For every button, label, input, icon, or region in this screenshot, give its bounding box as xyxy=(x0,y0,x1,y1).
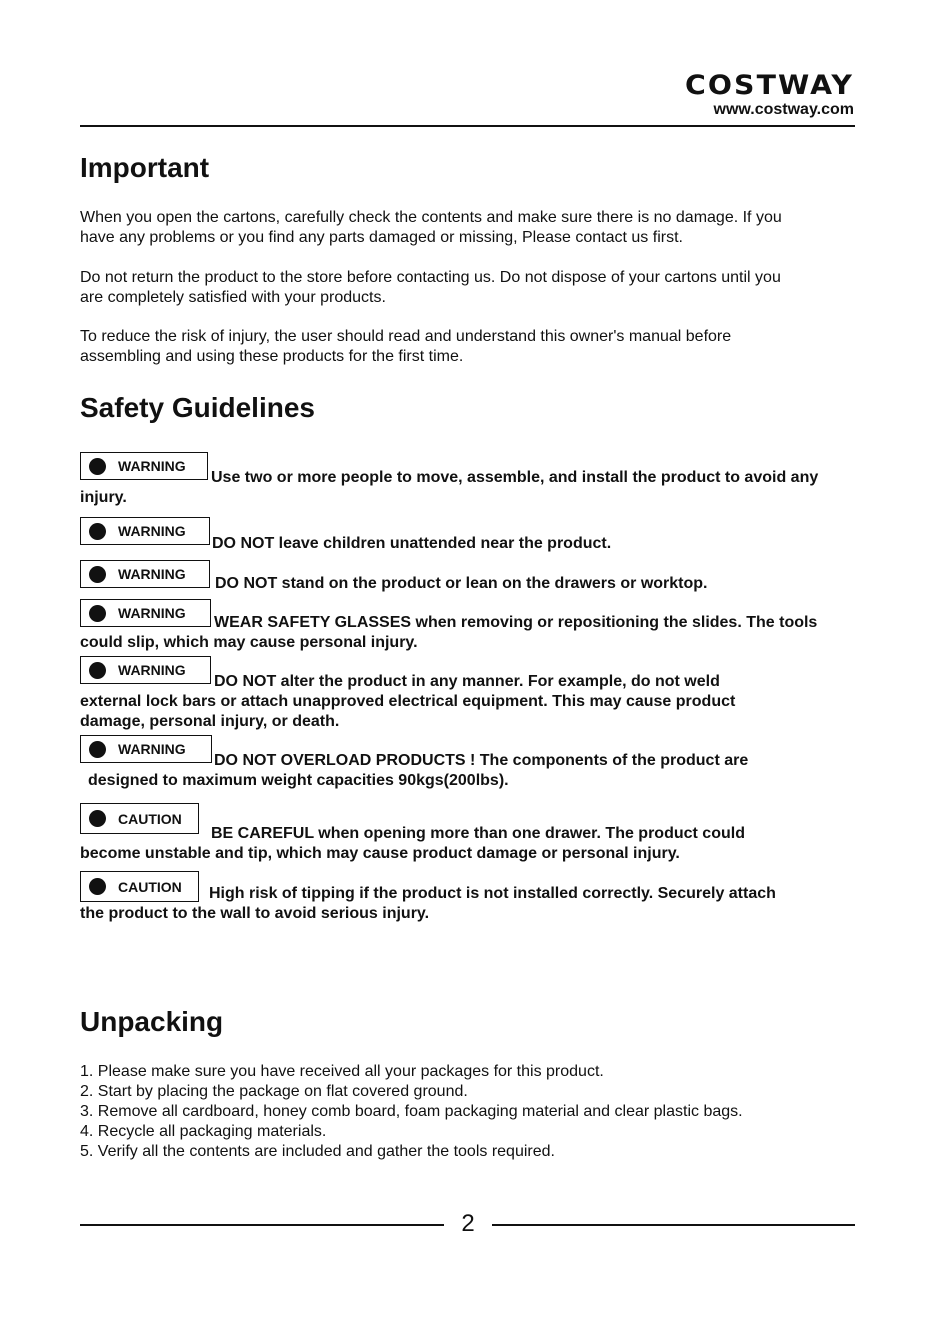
unpacking-heading: Unpacking xyxy=(80,1006,224,1037)
brand-url: www.costway.com xyxy=(713,101,854,118)
safety-item-text: High risk of tipping if the product is not installed correctly. Securely attach the product to the wall to avoid serious injury. xyxy=(80,885,776,922)
list-item: 5. Verify all the contents are included and gather the tools required. xyxy=(80,1143,555,1160)
important-paragraph-1: When you open the cartons, carefully check the contents and make sure there is no damage. If you have any problems or you find any parts damaged or missing, Please contact us first. xyxy=(80,209,782,246)
safety-item-text: DO NOT alter the product in any manner. For example, do not weld external lock bars or attach unapproved electrical equipment. This may cause product damage, personal injury, or death. xyxy=(80,673,736,730)
list-item: 1. Please make sure you have received all your packages for this product. xyxy=(80,1063,604,1080)
brand-header xyxy=(684,70,854,119)
list-item: 3. Remove all cardboard, honey comb board, foam packaging material and clear plastic bags. xyxy=(80,1103,743,1120)
badge-label: WARNING xyxy=(118,662,186,678)
page-number: 2 xyxy=(461,1210,475,1237)
list-item: 4. Recycle all packaging materials. xyxy=(80,1123,327,1140)
badge-label: WARNING xyxy=(118,523,186,539)
safety-item-text: DO NOT leave children unattended near the product. xyxy=(212,535,612,552)
safety-heading: Safety Guidelines xyxy=(80,392,315,423)
badge-label: CAUTION xyxy=(118,878,182,895)
unpacking-steps xyxy=(80,1062,743,1162)
badge-label: WARNING xyxy=(118,458,186,474)
list-item: 2. Start by placing the package on flat covered ground. xyxy=(80,1083,468,1100)
safety-item-text: DO NOT stand on the product or lean on the drawers or worktop. xyxy=(215,575,708,592)
footer-rule-left xyxy=(80,1224,444,1226)
safety-item-text: DO NOT OVERLOAD PRODUCTS ! The components of the product are designed to maximum weight capacities 90kgs(200lbs). xyxy=(88,752,749,789)
badge-label: WARNING xyxy=(118,741,186,757)
safety-item-text: BE CAREFUL when opening more than one drawer. The product could become unstable and tip, which may cause product damage or personal injury. xyxy=(80,825,745,862)
important-paragraph-2: Do not return the product to the store before contacting us. Do not dispose of your cartons until you are completely satisfied with your products. xyxy=(80,269,781,306)
brand-logo: COSTWAY xyxy=(684,70,854,101)
badge-label: WARNING xyxy=(118,566,186,582)
safety-item-text: WEAR SAFETY GLASSES when removing or repositioning the slides. The tools could slip, which may cause personal injury. xyxy=(80,614,818,651)
safety-item-text: Use two or more people to move, assemble, and install the product to avoid any injury. xyxy=(80,469,819,506)
important-paragraph-3: To reduce the risk of injury, the user should read and understand this owner's manual before assembling and using these products for the first time. xyxy=(80,328,732,365)
badge-label: CAUTION xyxy=(118,810,182,827)
badge-label: WARNING xyxy=(118,605,186,621)
footer-rule-right xyxy=(492,1224,855,1226)
header-rule xyxy=(80,125,855,127)
important-heading: Important xyxy=(80,152,210,183)
